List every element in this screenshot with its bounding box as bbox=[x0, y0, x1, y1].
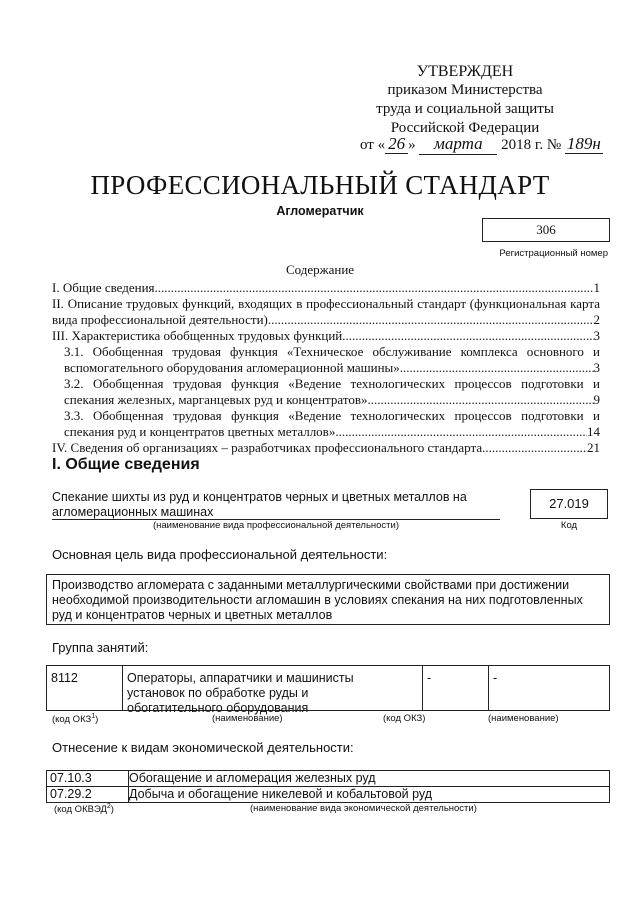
goal-box: Производство агломерата с заданными металлургическими свойствами при достижении необходимой производительности агломашин в условиях спекания на них подготовленных руд и концентратов черных и цветных металлов bbox=[46, 574, 610, 625]
toc-item[interactable]: II. Описание трудовых функций, входящих в профессиональный стандарт (функциональная карта вида профессиональной деятельности) ..... 2 bbox=[52, 296, 600, 328]
activity-caption: (наименование вида профессиональной деятельности) bbox=[152, 520, 400, 531]
registration-label: Регистрационный номер bbox=[499, 248, 608, 259]
contents-heading: Содержание bbox=[285, 262, 355, 277]
approval-stamp bbox=[340, 62, 590, 138]
approval-title: УТВЕРЖДЕН bbox=[416, 63, 514, 80]
approval-line-3: труда и социальной защиты bbox=[376, 101, 554, 117]
handwritten-number: 189н bbox=[566, 134, 601, 153]
goal-label: Основная цель вида профессиональной деятельности: bbox=[52, 547, 388, 562]
registration-number-box: 306 bbox=[482, 218, 610, 242]
okz-code-caption: (код ОКЗ$^1$) bbox=[52, 713, 99, 726]
activity-code-box: 27.019 bbox=[530, 489, 608, 519]
code-label: Код bbox=[560, 520, 578, 531]
okved-code: 07.29.2 bbox=[47, 787, 129, 802]
handwritten-day: 26 bbox=[385, 134, 408, 154]
okz-code-2: - bbox=[423, 666, 489, 710]
toc-item[interactable]: 3.3. Обобщенная трудовая функция «Ведение технологических процессов подготовки и спекания руд и концентратов цветных металлов» ..... 14 bbox=[52, 408, 600, 440]
handwritten-month: марта bbox=[419, 134, 497, 155]
toc-item[interactable]: III. Характеристика обобщенных трудовых функций ..... 3 bbox=[52, 328, 600, 344]
okz-code-caption-2: (код ОКЗ) bbox=[383, 713, 426, 724]
approval-line-2: приказом Министерства bbox=[387, 82, 543, 98]
approval-date-line bbox=[360, 134, 603, 155]
okz-code: 8112 bbox=[47, 666, 123, 710]
approval-line-4: Российской Федерации bbox=[390, 120, 540, 136]
okz-name: Операторы, аппаратчики и машинисты установок по обработке руды и обогатительного оборудования bbox=[123, 666, 423, 710]
table-of-contents bbox=[52, 280, 600, 456]
okved-name: Добыча и обогащение никелевой и кобальтовой руд bbox=[129, 787, 433, 801]
occupation-group-table bbox=[46, 665, 610, 715]
okz-name-2: - bbox=[493, 671, 498, 685]
activity-name: Спекание шихты из руд и концентратов черных и цветных металлов на агломерационных машинах bbox=[52, 490, 467, 519]
toc-item[interactable]: I. Общие сведения ..... 1 bbox=[52, 280, 600, 296]
toc-item[interactable]: IV. Сведения об организациях – разработчиках профессионального стандарта ..... 21 bbox=[52, 440, 600, 456]
okved-label: Отнесение к видам экономической деятельности: bbox=[52, 740, 354, 755]
group-label: Группа занятий: bbox=[52, 640, 149, 655]
date-quote: » bbox=[408, 137, 416, 153]
okved-code: 07.10.3 bbox=[47, 771, 129, 786]
okved-name-caption: (наименование вида экономической деятельности) bbox=[250, 803, 477, 814]
date-prefix: от « bbox=[360, 137, 386, 153]
toc-item[interactable]: 3.2. Обобщенная трудовая функция «Ведение технологических процессов подготовки и спекания железных, марганцевых руд и концентратов» ..... 9 bbox=[52, 376, 600, 408]
okz-name-caption: (наименование) bbox=[212, 713, 283, 724]
okz-name-caption-2: (наименование) bbox=[488, 713, 559, 724]
page-title: ПРОФЕССИОНАЛЬНЫЙ СТАНДАРТ bbox=[90, 170, 550, 200]
table-row bbox=[46, 770, 610, 787]
section-heading: I. Общие сведения bbox=[52, 456, 200, 473]
okved-name: Обогащение и агломерация железных руд bbox=[129, 771, 376, 785]
okved-code-caption: (код ОКВЭД$^2$) bbox=[54, 803, 114, 816]
table-row bbox=[46, 786, 610, 803]
date-year: 2018 г. № bbox=[501, 137, 562, 153]
page-subtitle: Агломератчик bbox=[276, 204, 364, 218]
toc-item[interactable]: 3.1. Обобщенная трудовая функция «Техническое обслуживание комплекса основного и вспомогательного оборудования агломерационной машины» ..... 3 bbox=[52, 344, 600, 376]
